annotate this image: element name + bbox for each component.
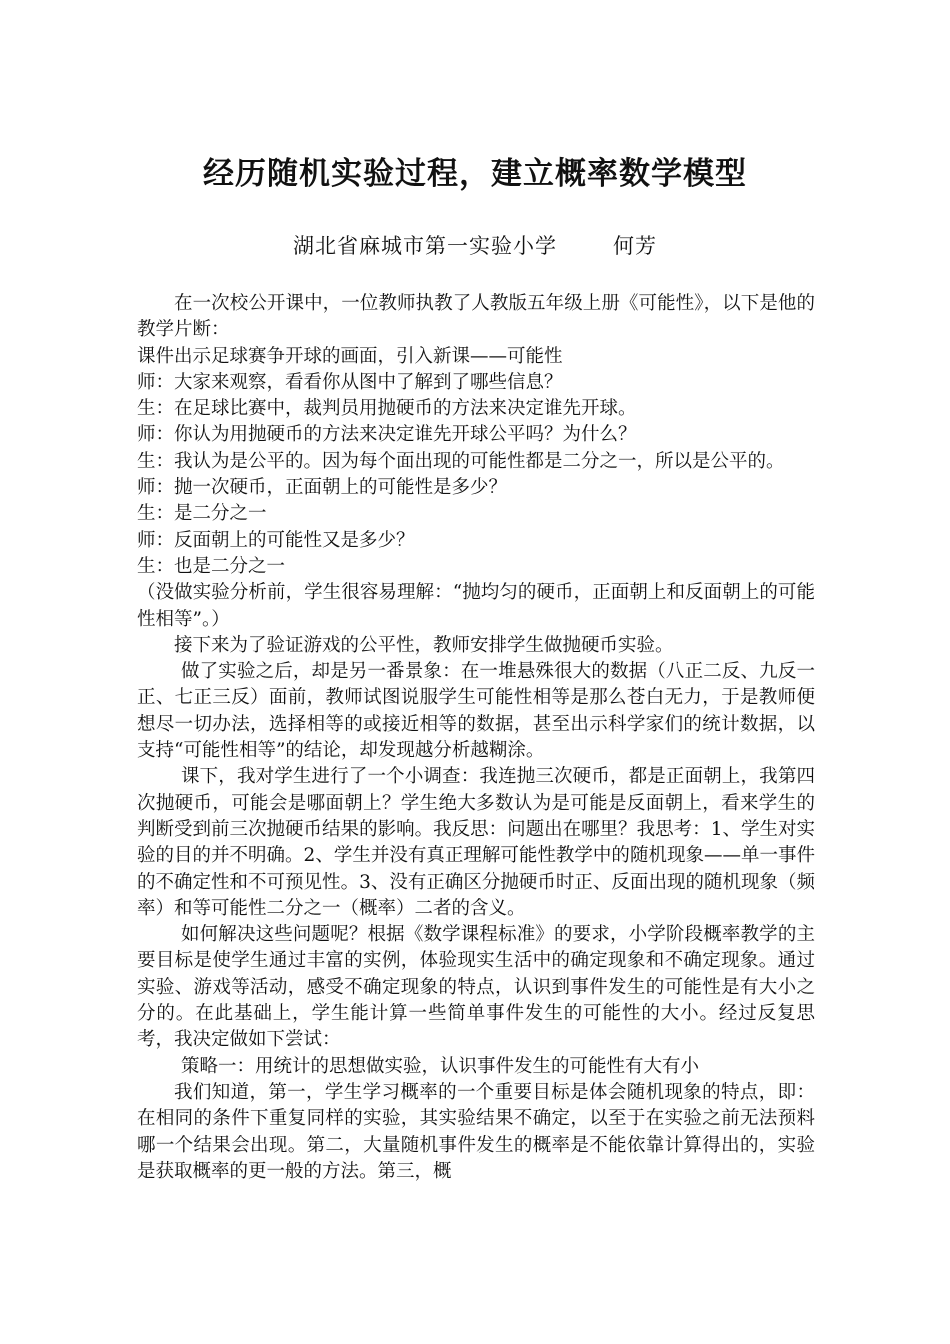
document-body (137, 291, 815, 1185)
paragraph: 生：也是二分之一 (137, 555, 286, 577)
paragraph: 师：大家来观察，看看你从图中了解到了哪些信息？ (137, 371, 563, 393)
paragraph: 师：反面朝上的可能性又是多少？ (137, 529, 415, 551)
paragraph: 接下来为了验证游戏的公平性，教师安排学生做抛硬币实验。 (174, 634, 674, 656)
paragraph: （没做实验分析前，学生很容易理解：“抛均匀的硬币，正面朝上和反面朝上的可能性相等”。） (137, 582, 815, 630)
document-title: 经历随机实验过程，建立概率数学模型 (203, 156, 747, 192)
paragraph: 策略一：用统计的思想做实验，认识事件发生的可能性有大有小 (181, 1055, 700, 1077)
paragraph: 做了实验之后，却是另一番景象：在一堆悬殊很大的数据（八正二反、九反一正、七正三反）面前，教师试图说服学生可能性相等是那么苍白无力，于是教师便想尽一切办法，选择相等的或接近相等的数据，甚至出示科学家们的统计数据，以支持“可能性相等”的结论，却发现越分析越糊涂。 (137, 661, 815, 762)
paragraph: 如何解决这些问题呢？根据《数学课程标准》的要求，小学阶段概率教学的主要目标是使学生通过丰富的实例，体验现实生活中的确定现象和不确定现象。通过实验、游戏等活动，感受不确定现象的特点，认识到事件发生的可能性是有大小之分的。在此基础上，学生能计算一些简单事件发生的可能性的大小。经过反复思考，我决定做如下尝试： (137, 924, 815, 1051)
byline-school: 湖北省麻城市第一实验小学 (293, 234, 557, 258)
paragraph: 生：在足球比赛中，裁判员用抛硬币的方法来决定谁先开球。 (137, 398, 637, 420)
paragraph: 课下，我对学生进行了一个小调查：我连抛三次硬币，都是正面朝上，我第四次抛硬币，可能会是哪面朝上？学生绝大多数认为是可能是反面朝上，看来学生的判断受到前三次抛硬币结果的影响。我反思：问题出在哪里？我思考：1、学生对实验的目的并不明确。2、学生并没有真正理解可能性教学中的随机现象——单一事件的不确定性和不可预见性。3、没有正确区分抛硬币时正、反面出现的随机现象（频率）和等可能性二分之一（概率）二者的含义。 (137, 766, 815, 919)
byline (0, 229, 950, 263)
paragraph: 课件出示足球赛争开球的画面，引入新课——可能性 (137, 345, 563, 367)
paragraph: 生：我认为是公平的。因为每个面出现的可能性都是二分之一，所以是公平的。 (137, 450, 785, 472)
paragraph: 在一次校公开课中，一位教师执教了人教版五年级上册《可能性》，以下是他的教学片断： (137, 293, 815, 341)
paragraph: 生：是二分之一 (137, 503, 267, 525)
byline-author: 何芳 (613, 234, 657, 258)
paragraph: 师：你认为用抛硬币的方法来决定谁先开球公平吗？为什么？ (137, 424, 637, 446)
paragraph: 师：抛一次硬币，正面朝上的可能性是多少？ (137, 477, 508, 499)
paragraph: 我们知道，第一，学生学习概率的一个重要目标是体会随机现象的特点，即：在相同的条件下重复同样的实验，其实验结果不确定，以至于在实验之前无法预料哪一个结果会出现。第二，大量随机事件发生的概率是不能依靠计算得出的，实验是获取概率的更一般的方法。第三，概 (137, 1081, 815, 1182)
